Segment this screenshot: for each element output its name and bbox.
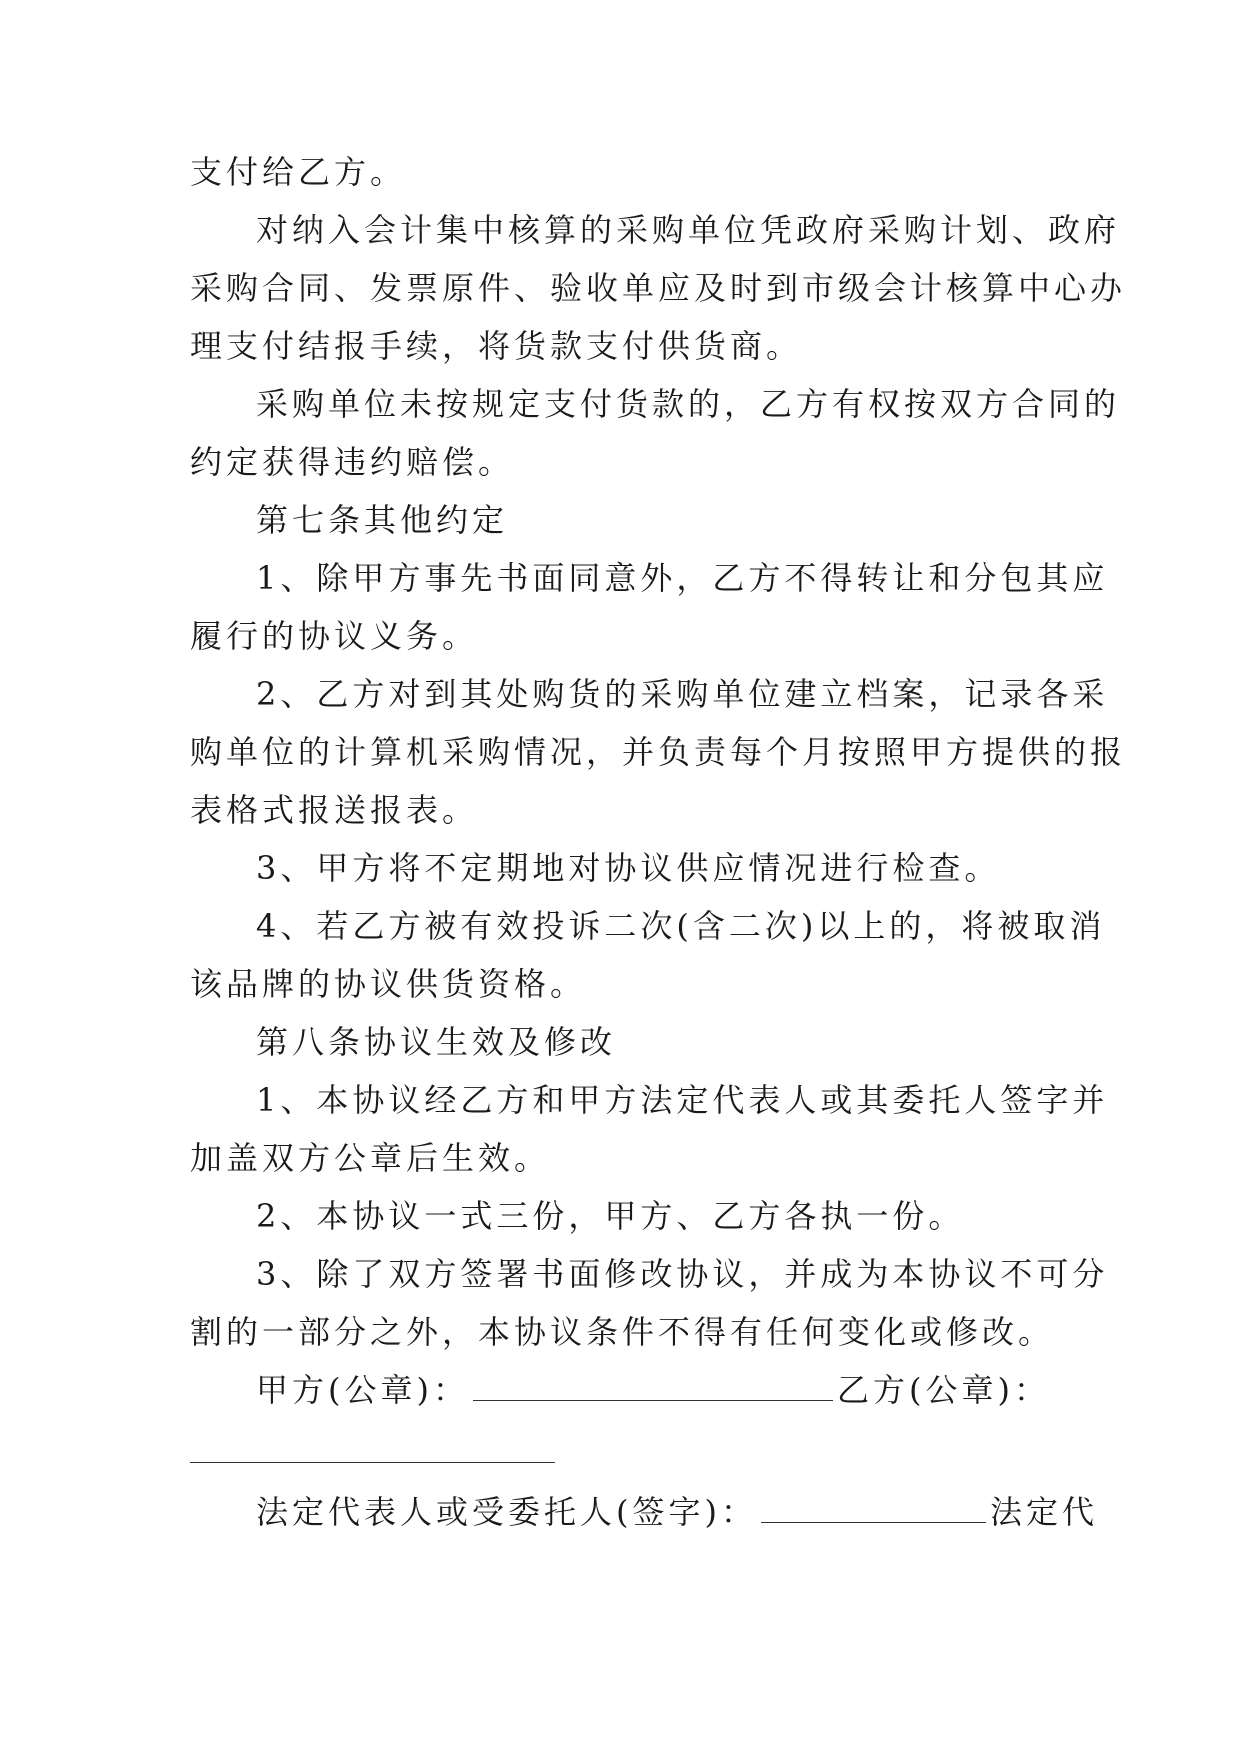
paragraph-line: 购单位的计算机采购情况，并负责每个月按照甲方提供的报 xyxy=(190,733,1127,771)
paragraph-line: 对纳入会计集中核算的采购单位凭政府采购计划、政府 xyxy=(256,211,1121,249)
paragraph-line: 3、甲方将不定期地对协议供应情况进行检查。 xyxy=(256,849,1001,887)
section-heading: 第七条其他约定 xyxy=(256,501,509,539)
paragraph-line: 1、除甲方事先书面同意外，乙方不得转让和分包其应 xyxy=(256,559,1109,597)
signature-row-representative xyxy=(256,1492,1098,1532)
party-b-label: 乙方(公章)： xyxy=(836,1371,1050,1409)
paragraph-line: 4、若乙方被有效投诉二次(含二次)以上的，将被取消 xyxy=(256,907,1106,945)
paragraph-line: 理支付结报手续，将货款支付供货商。 xyxy=(190,327,803,365)
paragraph-line: 采购合同、发票原件、验收单应及时到市级会计核算中心办 xyxy=(190,269,1127,307)
paragraph-line: 履行的协议义务。 xyxy=(190,617,479,655)
section-heading: 第八条协议生效及修改 xyxy=(256,1023,617,1061)
party-a-blank xyxy=(473,1372,833,1401)
representative-blank xyxy=(761,1494,986,1523)
paragraph-line: 1、本协议经乙方和甲方法定代表人或其委托人签字并 xyxy=(256,1081,1109,1119)
paragraph-line: 采购单位未按规定支付货款的，乙方有权按双方合同的 xyxy=(256,385,1121,423)
paragraph-line: 2、乙方对到其处购货的采购单位建立档案，记录各采 xyxy=(256,675,1109,713)
paragraph-line: 约定获得违约赔偿。 xyxy=(190,443,515,481)
party-a-label: 甲方(公章)： xyxy=(256,1371,469,1409)
representative-trailing-text: 法定代 xyxy=(989,1493,1098,1531)
paragraph-line: 表格式报送报表。 xyxy=(190,791,479,829)
paragraph-line: 加盖双方公章后生效。 xyxy=(190,1139,551,1177)
signature-row-parties xyxy=(256,1370,1050,1410)
paragraph-line: 该品牌的协议供货资格。 xyxy=(190,965,587,1003)
paragraph-line: 支付给乙方。 xyxy=(190,153,407,191)
paragraph-line: 3、除了双方签署书面修改协议，并成为本协议不可分 xyxy=(256,1255,1109,1293)
paragraph-line: 2、本协议一式三份，甲方、乙方各执一份。 xyxy=(256,1197,965,1235)
representative-label: 法定代表人或受委托人(签字)： xyxy=(256,1493,757,1531)
party-b-blank xyxy=(190,1462,555,1463)
paragraph-line: 割的一部分之外，本协议条件不得有任何变化或修改。 xyxy=(190,1313,1055,1351)
